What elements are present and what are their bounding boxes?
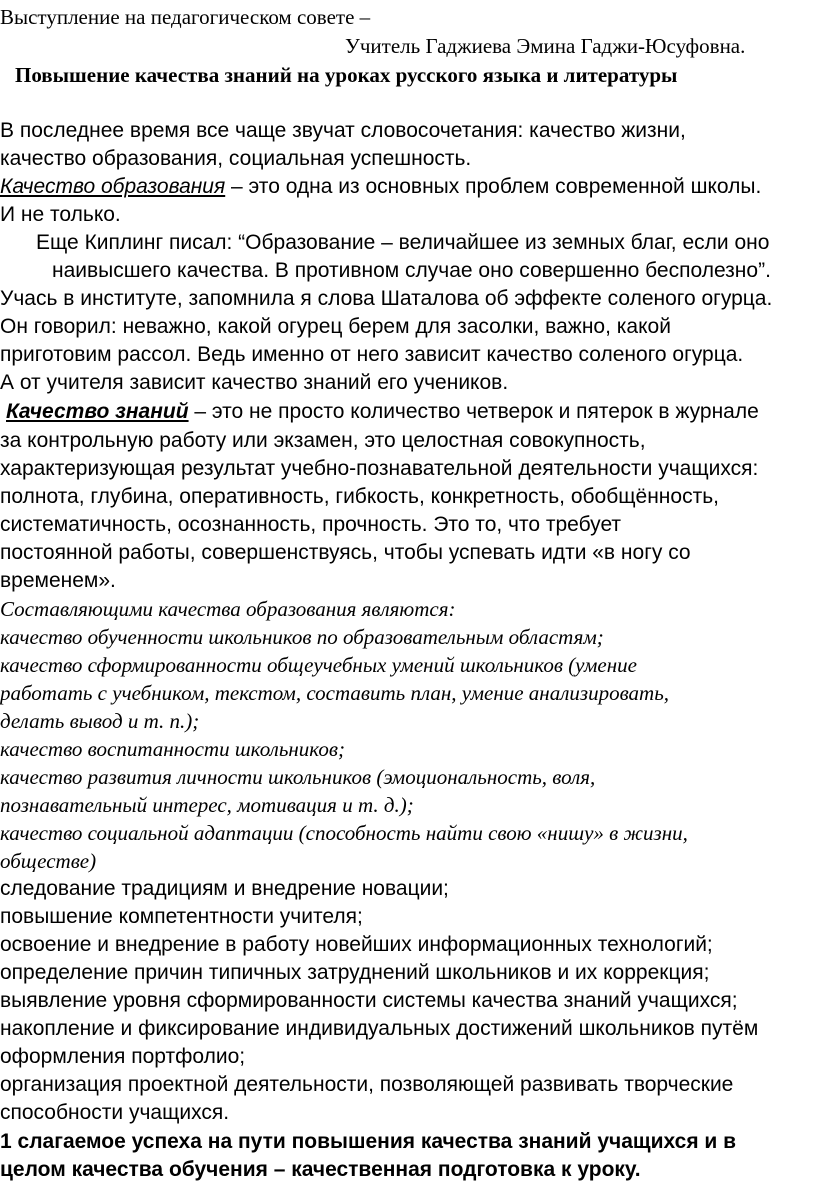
paragraph-text: – это одна из основных проблем современной школы. <box>225 175 762 198</box>
task-line: способности учащихся. <box>0 1101 230 1124</box>
paragraph-line: систематичность, осознанность, прочность. Это то, что требует <box>0 513 622 536</box>
paragraph-line: приготовим рассол. Ведь именно от него зависит качество соленого огурца. <box>0 343 744 366</box>
task-line: следование традициям и внедрение новации; <box>0 877 449 900</box>
component-line: обществе) <box>0 849 97 873</box>
task-line: выявление уровня сформированности системы качества знаний учащихся; <box>0 989 738 1012</box>
paragraph-text: – это не просто количество четверок и пятерок в журнале <box>188 400 759 423</box>
paragraph-line: за контрольную работу или экзамен, это целостная совокупность, <box>0 429 646 452</box>
paragraph-line: полнота, глубина, оперативность, гибкость, конкретность, обобщённость, <box>0 485 719 508</box>
conclusion-line: 1 слагаемое успеха на пути повышения качества знаний учащихся и в <box>0 1130 737 1153</box>
paragraph-line: постоянной работы, совершенствуясь, чтобы успевать идти «в ногу со <box>0 541 691 564</box>
task-line: оформления портфолио; <box>0 1045 246 1068</box>
paragraph-line: И не только. <box>0 203 121 226</box>
task-line: определение причин типичных затруднений школьников и их коррекция; <box>0 961 710 984</box>
task-line: повышение компетентности учителя; <box>0 905 363 928</box>
paragraph-line: качество образования, социальная успешность. <box>0 147 472 170</box>
paragraph-line: характеризующая результат учебно-познавательной деятельности учащихся: <box>0 457 759 480</box>
component-line: познавательный интерес, мотивация и т. д.); <box>0 793 414 817</box>
task-line: накопление и фиксирование индивидуальных достижений школьников путём <box>0 1017 759 1040</box>
component-line: качество социальной адаптации (способность найти свою «нишу» в жизни, <box>0 821 688 845</box>
header-line: Выступление на педагогическом совете – <box>0 5 371 29</box>
paragraph-line <box>6 399 759 425</box>
task-line: организация проектной деятельности, позволяющей развивать творческие <box>0 1073 734 1096</box>
quote-line: наивысшего качества. В противном случае оно совершенно бесполезно”. <box>52 259 771 282</box>
component-line: качество воспитанности школьников; <box>0 737 345 761</box>
author-line: Учитель Гаджиева Эмина Гаджи-Юсуфовна. <box>345 34 746 58</box>
task-line: освоение и внедрение в работу новейших информационных технологий; <box>0 933 713 956</box>
component-line: делать вывод и т. п.); <box>0 709 200 733</box>
component-line: качество развития личности школьников (эмоциональность, воля, <box>0 765 596 789</box>
term-quality-of-knowledge: Качество знаний <box>6 400 189 423</box>
quote-line: Еще Киплинг писал: “Образование – величайшее из земных благ, если оно <box>36 231 770 254</box>
term-quality-of-education: Качество образования <box>0 175 226 198</box>
paragraph-line: В последнее время все чаще звучат словосочетания: качество жизни, <box>0 119 686 142</box>
components-heading: Составляющими качества образования являются: <box>0 597 456 621</box>
component-line: качество обученности школьников по образовательным областям; <box>0 625 604 649</box>
paragraph-line: Учась в институте, запомнила я слова Шаталова об эффекте соленого огурца. <box>0 287 773 310</box>
conclusion-line: целом качества обучения – качественная подготовка к уроку. <box>0 1158 641 1181</box>
paragraph-line <box>0 174 761 200</box>
component-line: качество сформированности общеучебных умений школьников (умение <box>0 653 637 677</box>
document-title: Повышение качества знаний на уроках русского языка и литературы <box>15 63 678 87</box>
component-line: работать с учебником, текстом, составить план, умение анализировать, <box>0 681 670 705</box>
paragraph-line: А от учителя зависит качество знаний его учеников. <box>0 371 509 394</box>
paragraph-line: Он говорил: неважно, какой огурец берем для засолки, важно, какой <box>0 315 671 338</box>
paragraph-line: временем». <box>0 569 116 592</box>
